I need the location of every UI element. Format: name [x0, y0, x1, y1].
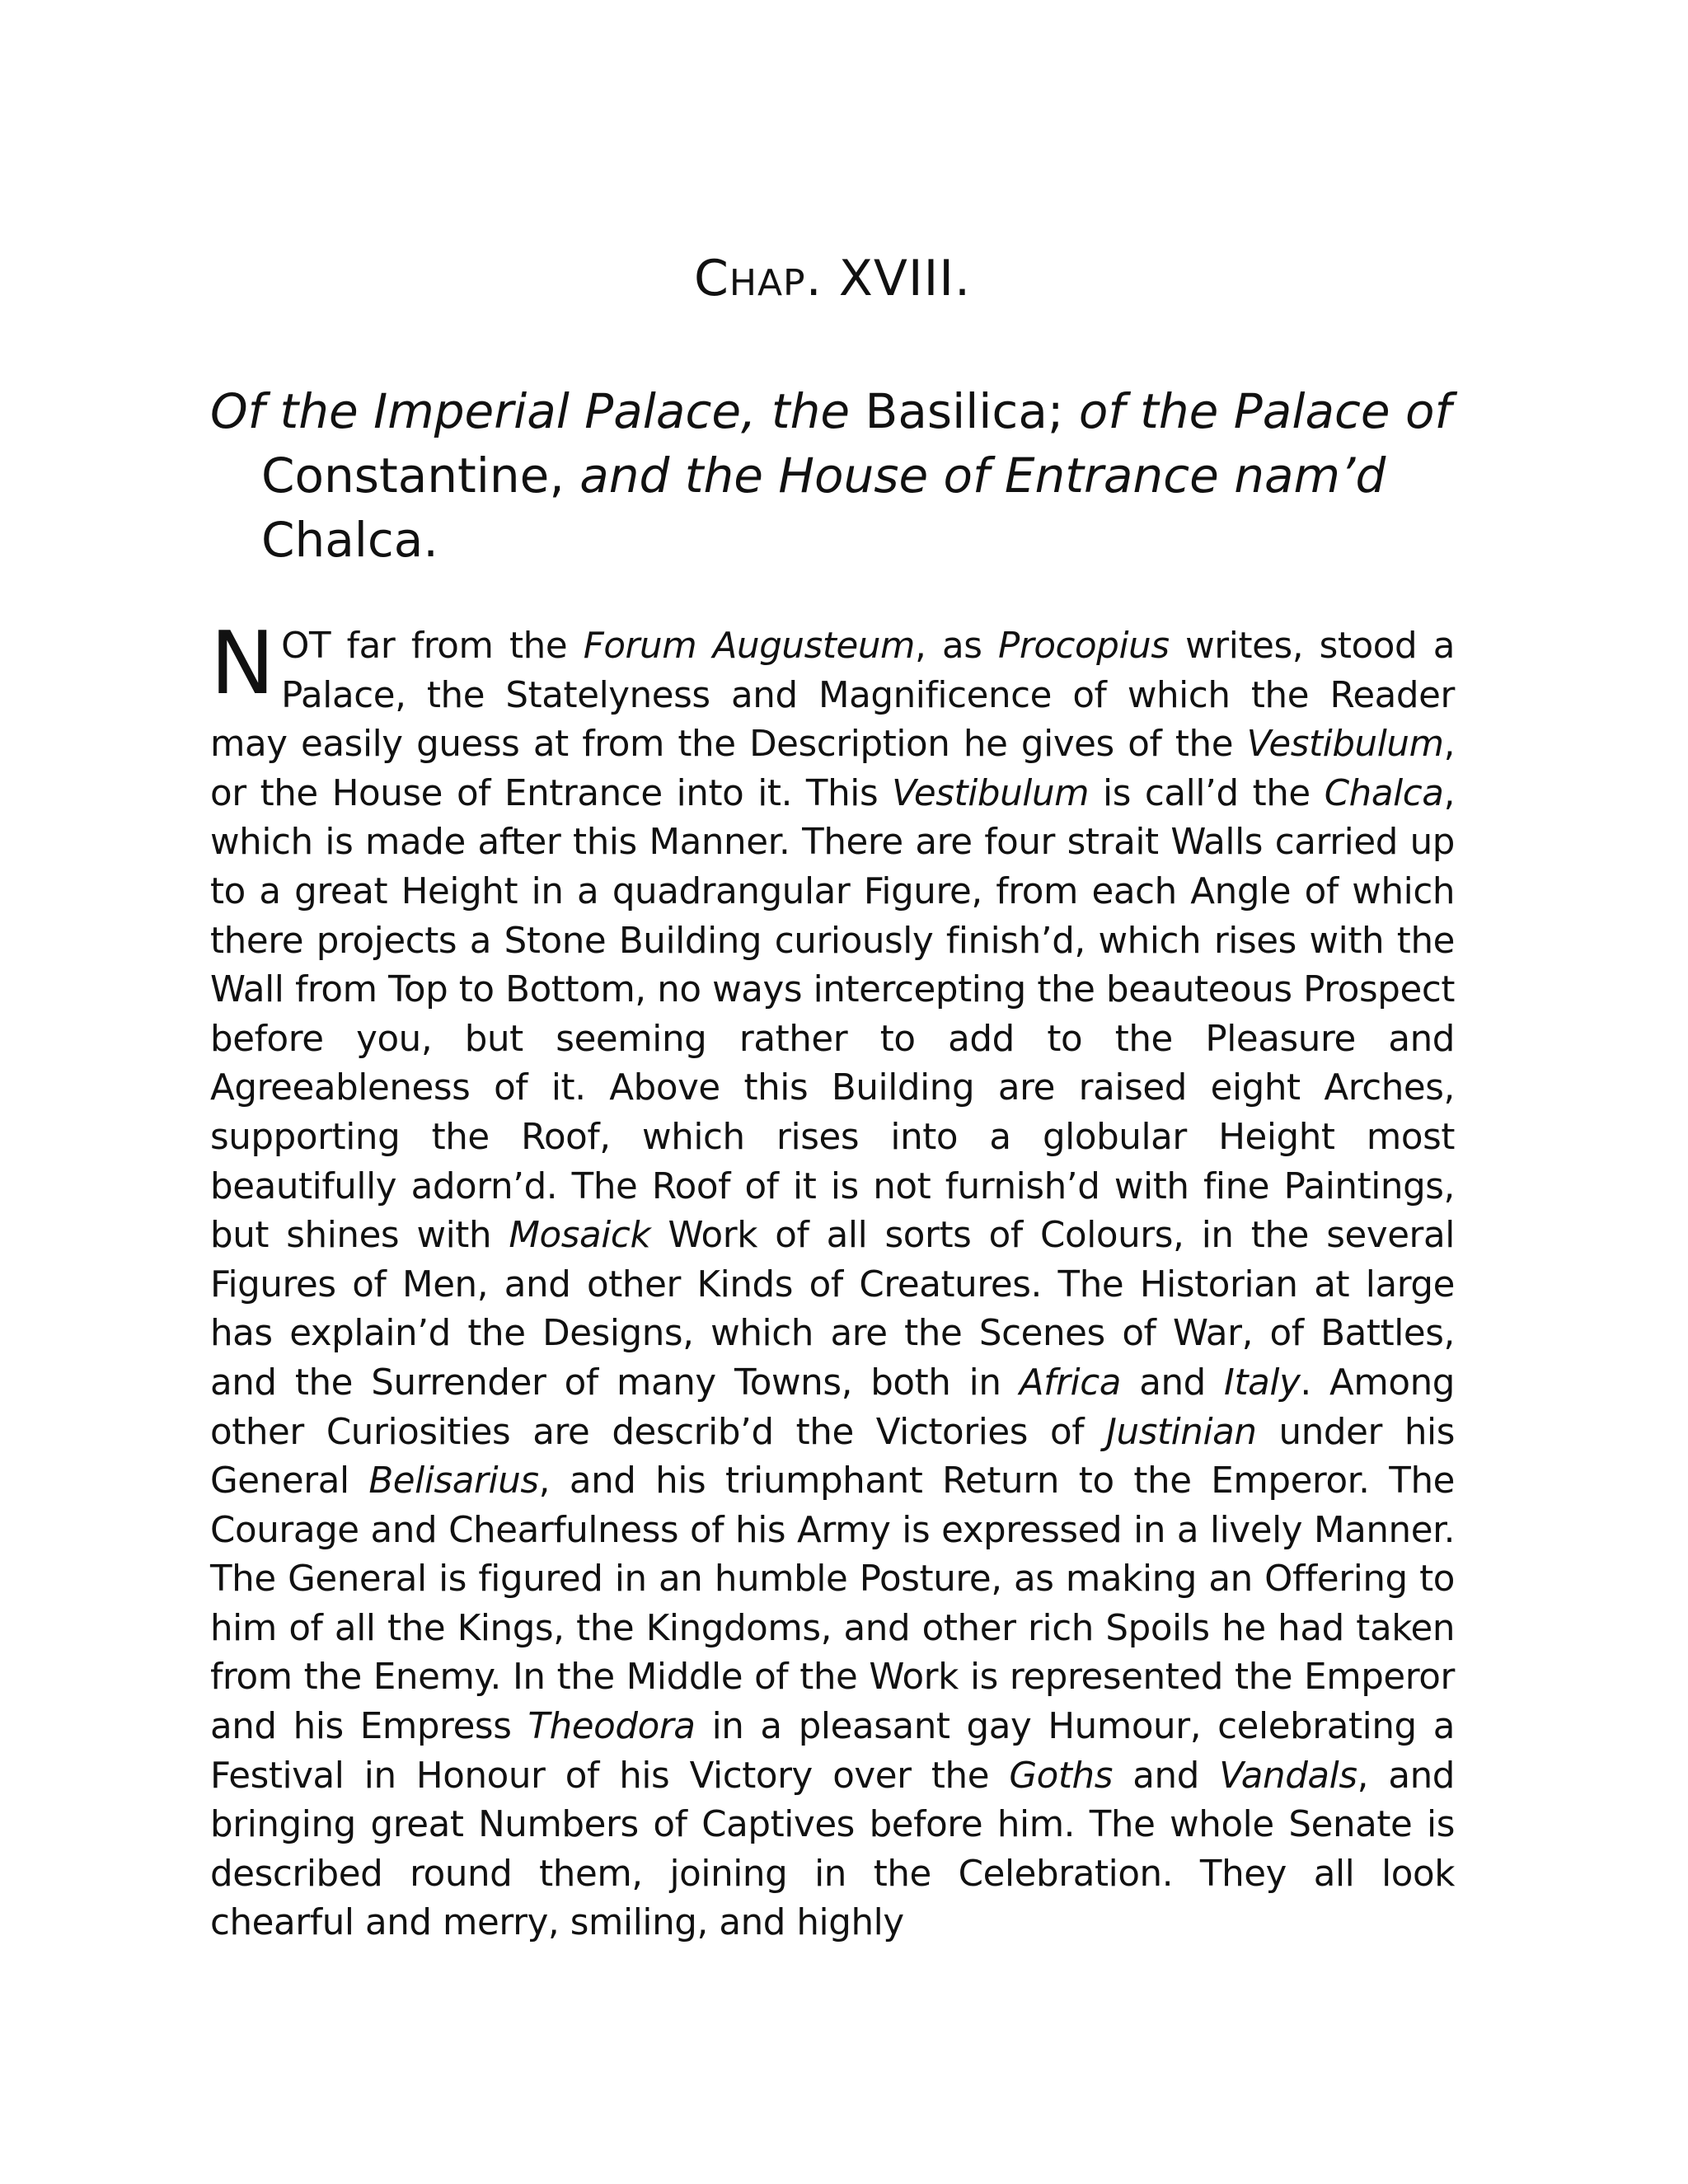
- body-segment-italic: Justinian: [1106, 1411, 1257, 1453]
- title-part-8: Chalca: [261, 512, 424, 568]
- chapter-title: [210, 379, 1455, 572]
- title-part-5: Constantine: [261, 448, 550, 504]
- body-segment: in a pleasant gay Humour, celebrating a Festival in Honour of his Victory over the: [210, 1706, 1455, 1797]
- body-segment-italic: Vandals: [1219, 1755, 1357, 1797]
- drop-cap: N: [210, 613, 275, 714]
- document-page: [210, 0, 1455, 2184]
- title-part-2: Basilica: [865, 383, 1048, 439]
- title-part-7: and the House of Entrance nam’d: [579, 448, 1386, 504]
- body-segment-italic: Forum Augusteum: [583, 626, 916, 667]
- body-segment: OT far from the: [281, 626, 584, 667]
- body-segment: is call’d the: [1089, 772, 1325, 814]
- body-segment-italic: Procopius: [998, 626, 1170, 667]
- body-segment: writes, stood a Palace, the Statelyness and Magnificence of which the Reader may easily guess at from the Description he gives of the: [210, 626, 1456, 766]
- title-part-4: of the Palace of: [1078, 383, 1451, 439]
- title-part-3: ;: [1047, 383, 1079, 439]
- body-segment-italic: Goths: [1009, 1755, 1113, 1797]
- body-segment-italic: Mosaick: [509, 1215, 651, 1257]
- body-segment: , and his triumphant Return to the Emperor. The Courage and Chearfulness of his Army is expressed in a lively Manner. The General is figured in an humble Posture, as making an Offering to him of all the Kings, the Kingdoms, and other rich Spoils he had taken from the Enemy. In the Middle of the Work is represented the Emperor and his Empress: [210, 1460, 1456, 1748]
- body-segment: Work of all sorts of Colours, in the several Figures of Men, and other Kinds of Creatures. The Historian at large has explain’d the Designs, which are the Scenes of War, of Battles, and the Surrender of many Towns, both in: [210, 1215, 1455, 1404]
- body-segment-italic: Theodora: [528, 1706, 696, 1748]
- body-segment: , as: [915, 626, 998, 667]
- chapter-heading-small-caps: HAP: [729, 262, 806, 304]
- chapter-heading-initial: C: [693, 250, 729, 307]
- chapter-heading-number: . XVIII.: [805, 250, 972, 307]
- body-segment-italic: Vestibulum: [892, 772, 1090, 814]
- body-segment: and: [1112, 1755, 1220, 1797]
- body-segment-italic: Chalca: [1324, 772, 1444, 814]
- body-segment-italic: Italy: [1224, 1361, 1301, 1404]
- body-segment: , or the House of Entrance into it. This: [210, 724, 1455, 814]
- body-segment-italic: Africa: [1019, 1361, 1121, 1404]
- body-segment-italic: Vestibulum: [1246, 724, 1444, 766]
- title-part-9: .: [423, 512, 438, 568]
- body-segment: , and bringing great Numbers of Captives before him. The whole Senate is described round them, joining in the Celebration. They all look chearful and merry, smiling, and highly: [210, 1755, 1455, 1944]
- title-part-1: Of the Imperial Palace, the: [210, 383, 851, 439]
- chapter-heading: [210, 249, 1455, 308]
- body-segment: . Among other Curiosities are describ’d the Victories of: [210, 1361, 1455, 1453]
- body-segment: under his General: [210, 1411, 1456, 1502]
- title-part-6: ,: [549, 448, 580, 504]
- body-segment: , which is made after this Manner. There are four strait Walls carried up to a great Height in a quadrangular Figure, from each Angle of which there projects a Stone Building curiously finish’d, which rises with the Wall from Top to Bottom, no ways intercepting the beauteous Prospect before you, but seeming rather to add to the Pleasure and Agreeableness of it. Above this Building are raised eight Arches, supporting the Roof, which rises into a globular Height most beautifully adorn’d. The Roof of it is not furnish’d with fine Paintings, but shines with: [210, 772, 1455, 1257]
- body-segment-italic: Belisarius: [368, 1460, 539, 1502]
- body-segment: and: [1120, 1361, 1225, 1404]
- body-paragraph: [210, 613, 1456, 1948]
